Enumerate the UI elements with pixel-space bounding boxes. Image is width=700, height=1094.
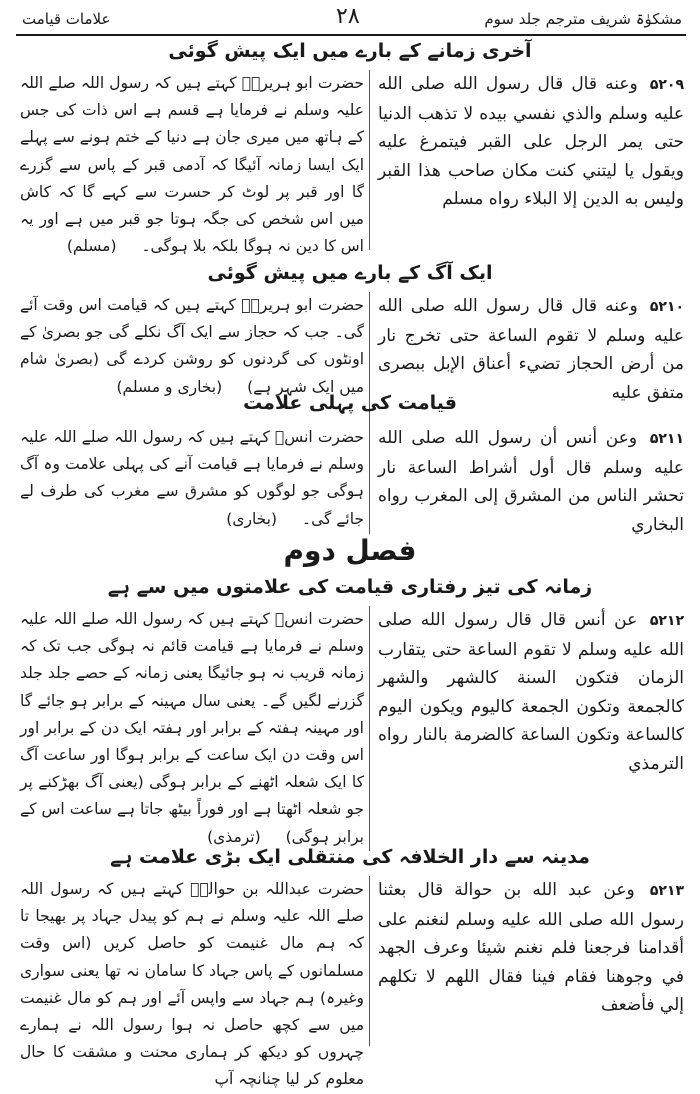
urdu-body: حضرت ابو ہریرہؓ کہتے ہیں کہ قیامت اس وقت آئے گی۔ جب کہ حجاز سے ایک آگ نکلے گی جو بصریٰ کے اونٹوں کی گردنوں کو روشن کردے گی (بصریٰ شام میں ایک شہر ہے) [20,296,364,396]
arabic-body: وعن عبد الله بن حوالة قال بعثنا رسول الله صلى الله عليه وسلم لنغنم على أقدامنا فرجعنا فلم نغنم شيئا وعرف الجهد في وجوهنا فقام فينا فقال اللهم لا تكلهم إلي فأضعف [378,880,684,1015]
section-heading: ایک آگ کے بارے میں پیش گوئی [207,262,493,284]
arabic-body: وعنه قال قال رسول الله صلى الله عليه وسلم لا تقوم الساعة حتى تخرج نار من أرض الحجاز تضيء أعناق الإبل ببصرى متفق عليه [378,296,684,403]
arabic-text [378,70,684,250]
arabic-text [378,424,684,534]
chapter-title: علامات قیامت [22,10,111,28]
hadith-number: ۵۲۱۳ [649,883,684,899]
urdu-body: حضرت انسؓ کہتے ہیں کہ رسول اللہ صلے اللہ علیہ وسلم نے فرمایا ہے قیامت قائم نہ ہوگی جب تک کہ زمانہ قریب نہ ہو جائیگا یعنی زمانہ کے حصے جلد جلد گزرنے لگیں گے۔ یعنی سال مہینہ کے برابر ہو جائے گا اور مہینہ ہفتہ کے برابر اور ہفتہ ایک دن کے برابر اور اس وقت دن ایک ساعت کے برابر ہوگا اور ساعت آگ کا ایک شعلہ اٹھنے کے برابر ہوگی (یعنی آگ بھڑکنے پر جو شعلہ اٹھتا ہے اور فوراً بیٹھ جاتا ہے ساعت اس کے برابر ہوگی) [20,610,364,846]
column-divider [369,876,370,1046]
arabic-body: عن أنس قال قال رسول الله صلى الله عليه وسلم لا تقوم الساعة حتى يتقارب الزمان فتكون السنة كالشهر والشهر كالجمعة وتكون الجمعة كاليوم ويكون اليوم كالساعة وتكون الساعة كالضرمة بالنار رواه الترمذي [378,610,684,774]
urdu-body: حضرت عبداللہ بن حوالہؓ کہتے ہیں کہ رسول اللہ صلے اللہ علیہ وسلم نے ہم کو پیدل جہاد پر بھیجا تا کہ ہم مال غنیمت کو حاصل کریں (اس وقت مسلمانوں کے پاس جہاد کا سامان نہ تھا یعنی سواری وغیرہ) ہم جہاد سے واپس آئے اور ہم کو مال غنیمت میں سے کچھ حاصل نہ ہوا رسول اللہ نے ہمارے چہروں کو دیکھ کر ہماری محنت و مشقت کا حال معلوم کر لیا چنانچہ آپ [20,880,364,1089]
arabic-text [378,876,684,1046]
column-divider [369,70,370,250]
urdu-body: حضرت ابو ہریرہؓ کہتے ہیں کہ رسول اللہ صلے اللہ علیہ وسلم نے فرمایا ہے قسم ہے اس ذات کی جس کے ہاتھ میں میری جان ہے دنیا کے ختم ہونے سے پہلے ایک ایسا زمانہ آئیگا کہ آدمی قبر کے پاس سے گزرے گا اور قبر پر لوٹ کر حسرت سے کہے گا کہ کاش میں اس شخص کی جگہ ہوتا جو قبر میں ہے اور یہ اس کا دین نہ ہوگا بلکہ بلا ہوگی۔ [20,74,364,256]
arabic-body: وعن أنس أن رسول الله صلى الله عليه وسلم قال أول أشراط الساعة نار تحشر الناس من المشرق إلى المغرب رواه البخاري [378,428,684,535]
urdu-translation [20,606,364,851]
reference: (ترمذی) [207,827,261,846]
page-header [16,4,686,36]
hadith-number: ۵۲۱۰ [649,299,685,315]
urdu-translation [20,876,364,1089]
hadith-number: ۵۲۱۲ [649,613,684,629]
page-number: ۲۸ [336,4,360,29]
section-heading: زمانہ کی تیز رفتاری قیامت کی علامتوں میں سے ہے [107,576,593,598]
reference: (مسلم) [66,237,117,256]
chapter-heading: فصل دوم [283,534,417,567]
reference: (بخاری) [226,509,278,528]
column-divider [369,606,370,851]
section-heading: آخری زمانے کے بارے میں ایک پیش گوئی [168,40,532,62]
urdu-body: حضرت انسؓ کہتے ہیں کہ رسول اللہ صلے اللہ علیہ وسلم نے فرمایا ہے قیامت آنے کی پہلی علامت وہ آگ ہوگی جو لوگوں کو مشرق سے مغرب کی طرف لے جائے گی۔ [20,428,364,528]
arabic-body: وعنه قال قال رسول الله صلى الله عليه وسلم والذي نفسي بيده لا تذهب الدنيا حتى يمر الرجل على القبر فيتمرغ عليه ويقول يا ليتني كنت مكان صاحب هذا القبر وليس به الدين إلا البلاء رواه مسلم [378,74,684,209]
section-heading: مدینہ سے دار الخلافہ کی منتقلی ایک بڑی علامت ہے [110,846,590,868]
hadith-number: ۵۲۰۹ [649,77,685,93]
urdu-translation [20,70,364,256]
book-title: مشکوٰۃ شریف مترجم جلد سوم [484,10,682,28]
arabic-text [378,606,684,851]
hadith-number: ۵۲۱۱ [649,431,684,447]
urdu-translation [20,424,364,534]
column-divider [369,424,370,534]
reference: (بخاری و مسلم) [116,377,223,396]
section-heading: قیامت کی پہلی علامت [243,392,457,414]
